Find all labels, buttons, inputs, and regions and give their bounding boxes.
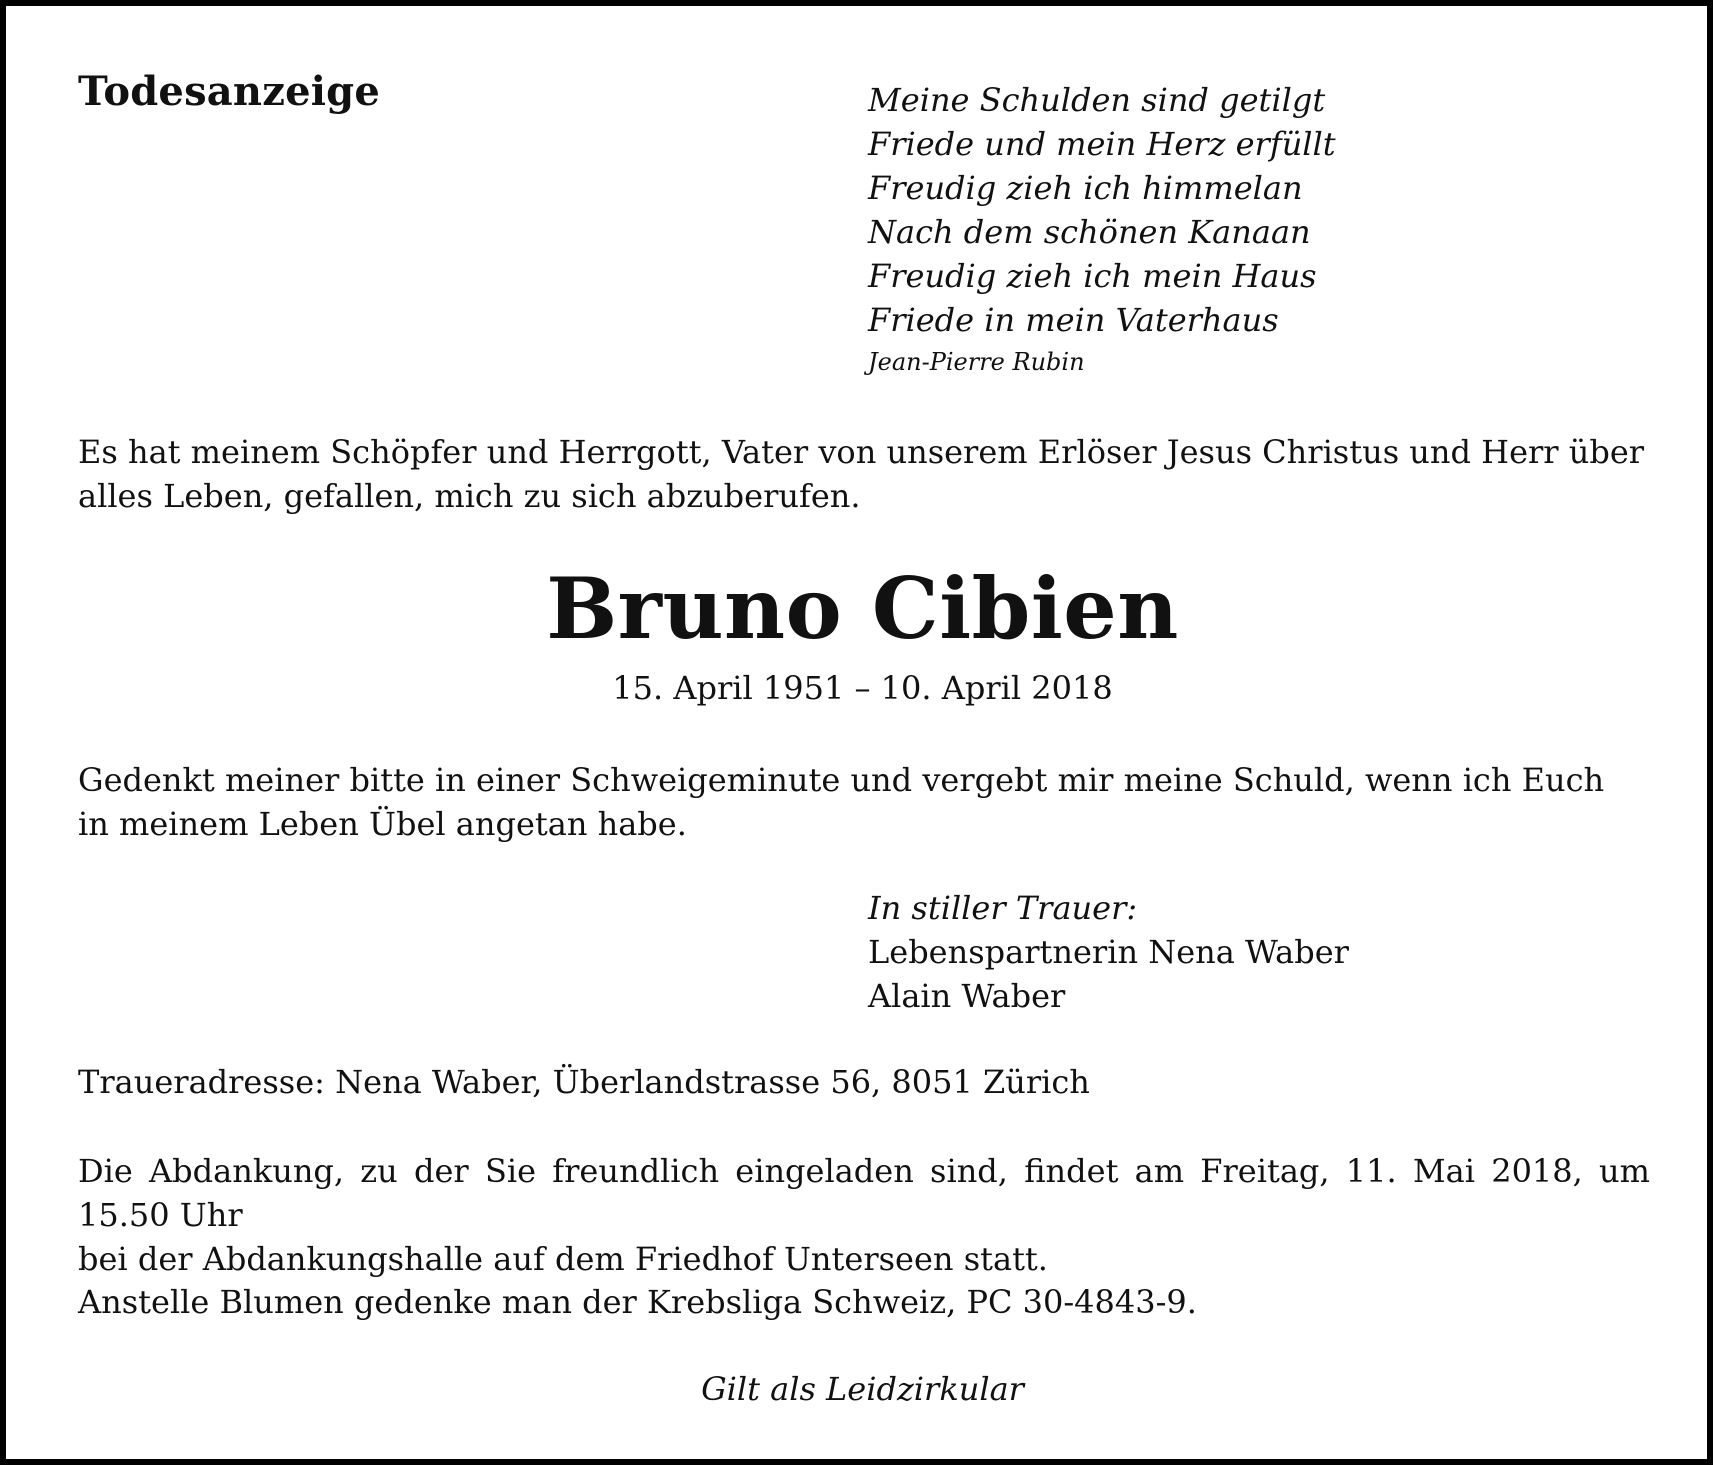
- deceased-name: Bruno Cibien: [546, 559, 1179, 658]
- poem-line: Nach dem schönen Kanaan: [868, 213, 1311, 251]
- mourner-name: Alain Waber: [868, 977, 1066, 1015]
- life-dates: 15. April 1951 – 10. April 2018: [612, 669, 1113, 707]
- intro-line: alles Leben, gefallen, mich zu sich abzuberufen.: [78, 477, 861, 515]
- intro-line: Es hat meinem Schöpfer und Herrgott, Vater von unserem Erlöser Jesus Christus und Herr über: [78, 433, 1645, 471]
- poem: [868, 78, 1336, 380]
- ceremony-line: Die Abdankung, zu der Sie freundlich eingeladen sind, findet am Freitag, 11. Mai 2018, um 15.50 Uhr: [78, 1152, 1650, 1234]
- closing-note: Gilt als Leidzirkular: [701, 1370, 1024, 1408]
- mourner-name: Lebenspartnerin Nena Waber: [868, 933, 1349, 971]
- donation-line: Anstelle Blumen gedenke man der Krebsliga Schweiz, PC 30-4843-9.: [78, 1283, 1197, 1321]
- poem-line: Friede in mein Vaterhaus: [868, 301, 1279, 339]
- mourning-address: [78, 1060, 1650, 1104]
- remembrance-paragraph: [78, 758, 1650, 846]
- poem-line: Meine Schulden sind getilgt: [868, 81, 1326, 119]
- address-line: Traueradresse: Nena Waber, Überlandstrasse 56, 8051 Zürich: [78, 1063, 1090, 1101]
- remembrance-line: Gedenkt meiner bitte in einer Schweigeminute und vergebt mir meine Schuld, wenn ich Euch: [78, 761, 1605, 799]
- notice-heading: Todesanzeige: [78, 68, 380, 115]
- poem-line: Freudig zieh ich mein Haus: [868, 257, 1317, 295]
- donation-note: [78, 1280, 1650, 1324]
- poem-line: Freudig zieh ich himmelan: [868, 169, 1303, 207]
- ceremony-line: bei der Abdankungshalle auf dem Friedhof Unterseen statt.: [78, 1240, 1048, 1278]
- ceremony-paragraph: [78, 1149, 1650, 1281]
- remembrance-line: in meinem Leben Übel angetan habe.: [78, 805, 687, 843]
- mourners-intro: In stiller Trauer:: [868, 889, 1138, 927]
- poem-line: Friede und mein Herz erfüllt: [868, 125, 1336, 163]
- poem-author: Jean-Pierre Rubin: [868, 348, 1085, 376]
- mourners-block: [868, 886, 1349, 1018]
- intro-paragraph: [78, 430, 1650, 518]
